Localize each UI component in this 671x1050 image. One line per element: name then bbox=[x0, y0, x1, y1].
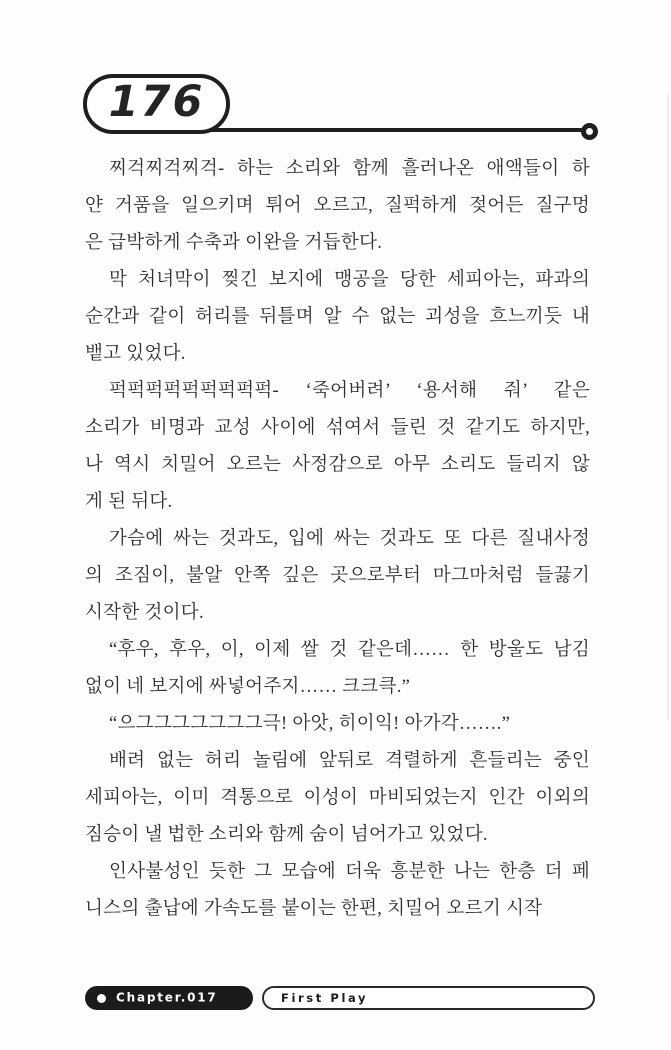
header-rule-line bbox=[200, 128, 588, 132]
text-line: 시작한 것이다. bbox=[85, 603, 204, 623]
chapter-label: Chapter.017 bbox=[116, 990, 218, 1005]
page-number: 176 bbox=[108, 77, 205, 127]
text-line: 막 처녀막이 찢긴 보지에 맹공을 당한 세피아는, 파과의 bbox=[109, 270, 590, 290]
body-text bbox=[85, 151, 590, 928]
text-line: 의 조짐이, 불알 안쪽 깊은 곳으로부터 마그마처럼 들끓기 bbox=[85, 566, 590, 586]
section-badge bbox=[262, 986, 595, 1010]
text-line: 순간과 같이 허리를 뒤틀며 알 수 없는 괴성을 흐느끼듯 내 bbox=[85, 307, 590, 327]
text-line: 없이 네 보지에 싸넣어주지…… 크크큭.” bbox=[85, 677, 411, 697]
text-line: “후우, 후우, 이, 이제 쌀 것 같은데…… 한 방울도 남김 bbox=[109, 640, 590, 660]
text-line: 찌걱찌걱찌걱- 하는 소리와 함께 흘러나온 애액들이 하 bbox=[109, 159, 590, 179]
text-line: “으그그그그그그그극! 아앗, 히이익! 아가각…….” bbox=[109, 714, 511, 734]
text-line: 가슴에 싸는 것과도, 입에 싸는 것과도 또 다른 질내사정 bbox=[109, 529, 590, 549]
text-line: 얀 거품을 일으키며 튀어 오르고, 질퍽하게 젖어든 질구멍 bbox=[85, 196, 590, 216]
page-number-badge bbox=[83, 74, 230, 134]
text-line: 뱉고 있었다. bbox=[85, 344, 186, 364]
text-line: 은 급박하게 수축과 이완을 거듭한다. bbox=[85, 233, 383, 253]
text-line: 배려 없는 허리 놀림에 앞뒤로 격렬하게 흔들리는 중인 bbox=[109, 751, 590, 771]
section-label: First Play bbox=[281, 991, 369, 1005]
scan-edge-artifact bbox=[667, 95, 669, 720]
chapter-badge bbox=[85, 986, 253, 1010]
text-line: 소리가 비명과 교성 사이에 섞여서 들린 것 같기도 하지만, bbox=[85, 418, 590, 438]
bullet-dot-icon bbox=[97, 994, 106, 1003]
text-line: 니스의 출납에 가속도를 붙이는 한편, 치밀어 오르기 시작 bbox=[85, 899, 543, 919]
text-line: 세피아는, 이미 격통으로 이성이 마비되었는지 인간 이외의 bbox=[85, 788, 590, 808]
text-line: 게 된 뒤다. bbox=[85, 492, 173, 512]
text-line: 나 역시 치밀어 오르는 사정감으로 아무 소리도 들리지 않 bbox=[85, 455, 590, 475]
header-rule-end-ring-icon bbox=[581, 123, 598, 140]
text-line: 짐승이 낼 법한 소리와 함께 숨이 넘어가고 있었다. bbox=[85, 825, 488, 845]
text-line: 퍽퍽퍽퍽퍽퍽퍽퍽퍽- ‘죽어버려’ ‘용서해 줘’ 같은 bbox=[109, 381, 590, 401]
text-line: 인사불성인 듯한 그 모습에 더욱 흥분한 나는 한층 더 페 bbox=[109, 862, 590, 882]
